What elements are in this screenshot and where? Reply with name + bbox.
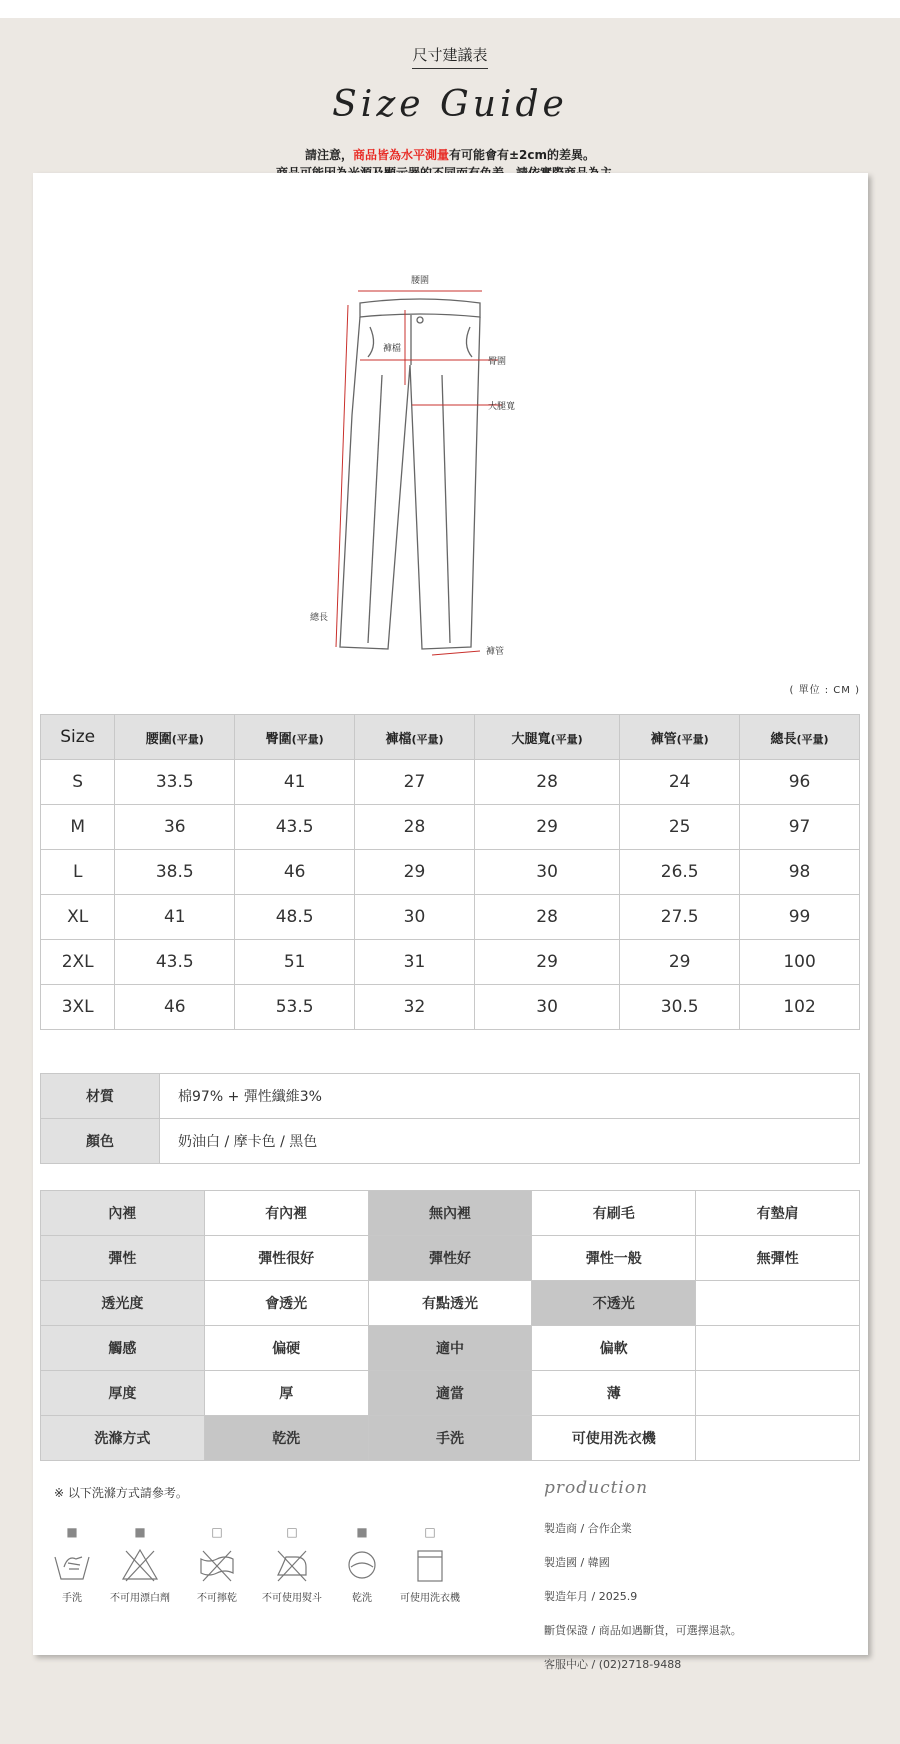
label-thigh: 大腿寬 xyxy=(488,402,516,412)
property-option: 有點透光 xyxy=(368,1281,532,1326)
checkbox-checked-icon: ■ xyxy=(66,1525,78,1539)
table-row xyxy=(41,940,860,985)
table-cell: 46 xyxy=(115,985,235,1030)
property-option-selected: 適中 xyxy=(368,1326,532,1371)
material-row xyxy=(41,1074,860,1119)
property-option xyxy=(696,1416,860,1461)
production-line: 製造商 / 合作企業 xyxy=(544,1522,632,1535)
property-option: 彈性很好 xyxy=(204,1236,368,1281)
care-label: 手洗 xyxy=(62,1593,82,1604)
dry-clean-icon xyxy=(342,1547,382,1583)
property-option: 有內裡 xyxy=(204,1191,368,1236)
property-row-sheerness xyxy=(41,1281,860,1326)
care-item-no-bleach xyxy=(100,1525,180,1604)
page-subtitle: 尺寸建議表 xyxy=(0,44,900,69)
property-option-selected: 不透光 xyxy=(532,1281,696,1326)
top-strip xyxy=(0,0,900,18)
table-cell: 28 xyxy=(474,895,619,940)
care-label: 不可擰乾 xyxy=(197,1593,237,1604)
table-row xyxy=(41,985,860,1030)
table-cell: 97 xyxy=(740,805,860,850)
table-cell: 30 xyxy=(474,985,619,1030)
table-cell: 41 xyxy=(235,760,355,805)
property-label: 厚度 xyxy=(41,1371,205,1416)
table-cell: L xyxy=(41,850,115,895)
production-line: 製造年月 / 2025.9 xyxy=(544,1590,638,1603)
table-cell: 36 xyxy=(115,805,235,850)
care-item-no-iron xyxy=(252,1525,332,1604)
page-title: Size Guide xyxy=(332,84,568,125)
table-cell: 30 xyxy=(474,850,619,895)
table-cell: 48.5 xyxy=(235,895,355,940)
property-option-selected: 無內裡 xyxy=(368,1191,532,1236)
table-cell: 30.5 xyxy=(620,985,740,1030)
property-option-selected: 乾洗 xyxy=(204,1416,368,1461)
material-label: 材質 xyxy=(41,1074,160,1119)
material-value: 棉97% + 彈性纖維3% xyxy=(160,1074,860,1119)
table-cell: 38.5 xyxy=(115,850,235,895)
table-row xyxy=(41,760,860,805)
property-label: 透光度 xyxy=(41,1281,205,1326)
property-option: 會透光 xyxy=(204,1281,368,1326)
table-cell: 41 xyxy=(115,895,235,940)
care-label: 可使用洗衣機 xyxy=(400,1593,460,1604)
table-cell: 99 xyxy=(740,895,860,940)
property-label: 洗滌方式 xyxy=(41,1416,205,1461)
property-row-lining xyxy=(41,1191,860,1236)
property-option: 無彈性 xyxy=(696,1236,860,1281)
table-cell: 102 xyxy=(740,985,860,1030)
no-bleach-icon xyxy=(120,1547,160,1583)
care-note: ※ 以下洗滌方式請參考。 xyxy=(54,1486,188,1500)
table-cell: 28 xyxy=(474,760,619,805)
table-cell: 98 xyxy=(740,850,860,895)
care-label: 乾洗 xyxy=(352,1593,372,1604)
property-option xyxy=(696,1281,860,1326)
checkbox-unchecked-icon: □ xyxy=(286,1525,298,1539)
header-thigh: 大腿寬(平量) xyxy=(474,715,619,760)
table-cell: 33.5 xyxy=(115,760,235,805)
care-item-machine-wash xyxy=(390,1525,470,1604)
table-row xyxy=(41,805,860,850)
property-option-selected: 適當 xyxy=(368,1371,532,1416)
property-option xyxy=(696,1326,860,1371)
table-cell: S xyxy=(41,760,115,805)
property-label: 內裡 xyxy=(41,1191,205,1236)
note-suffix: 有可能會有±2cm的差異。 xyxy=(449,148,596,162)
material-table xyxy=(40,1073,860,1164)
property-option xyxy=(696,1371,860,1416)
table-cell: 46 xyxy=(235,850,355,895)
production-line: 製造國 / 韓國 xyxy=(544,1556,610,1569)
table-cell: M xyxy=(41,805,115,850)
property-label: 觸感 xyxy=(41,1326,205,1371)
table-cell: 96 xyxy=(740,760,860,805)
property-option: 可使用洗衣機 xyxy=(532,1416,696,1461)
table-cell: 29 xyxy=(620,940,740,985)
property-option: 偏硬 xyxy=(204,1326,368,1371)
no-iron-icon xyxy=(272,1547,312,1583)
table-cell: 26.5 xyxy=(620,850,740,895)
note-highlight: 商品皆為水平測量 xyxy=(352,148,449,162)
table-cell: 28 xyxy=(355,805,475,850)
table-cell: 100 xyxy=(740,940,860,985)
table-cell: XL xyxy=(41,895,115,940)
table-row xyxy=(41,895,860,940)
property-option: 有刷毛 xyxy=(532,1191,696,1236)
size-table xyxy=(40,714,860,1030)
property-row-thickness xyxy=(41,1371,860,1416)
pants-diagram xyxy=(310,265,570,665)
property-option-selected: 手洗 xyxy=(368,1416,532,1461)
table-cell: 27.5 xyxy=(620,895,740,940)
color-row xyxy=(41,1119,860,1164)
table-cell: 43.5 xyxy=(115,940,235,985)
property-option: 厚 xyxy=(204,1371,368,1416)
checkbox-unchecked-icon: □ xyxy=(211,1525,223,1539)
header-size: Size xyxy=(41,715,115,760)
machine-wash-icon xyxy=(410,1547,450,1583)
property-option: 薄 xyxy=(532,1371,696,1416)
care-label: 不可使用熨斗 xyxy=(262,1593,322,1604)
table-cell: 43.5 xyxy=(235,805,355,850)
table-cell: 53.5 xyxy=(235,985,355,1030)
property-option: 偏軟 xyxy=(532,1326,696,1371)
production-line: 客服中心 / (02)2718-9488 xyxy=(544,1658,682,1671)
care-label: 不可用漂白劑 xyxy=(110,1593,170,1604)
table-cell: 25 xyxy=(620,805,740,850)
table-cell: 2XL xyxy=(41,940,115,985)
table-cell: 51 xyxy=(235,940,355,985)
header-length: 總長(平量) xyxy=(740,715,860,760)
no-wring-icon xyxy=(197,1547,237,1583)
unit-note: ( 單位 : CM ) xyxy=(789,685,860,696)
table-cell: 29 xyxy=(355,850,475,895)
table-cell: 3XL xyxy=(41,985,115,1030)
property-option: 彈性一般 xyxy=(532,1236,696,1281)
checkbox-checked-icon: ■ xyxy=(134,1525,146,1539)
property-option-selected: 彈性好 xyxy=(368,1236,532,1281)
header-hem: 褲管(平量) xyxy=(620,715,740,760)
property-row-washing xyxy=(41,1416,860,1461)
hand-wash-icon xyxy=(52,1547,92,1583)
property-table xyxy=(40,1190,860,1461)
checkbox-checked-icon: ■ xyxy=(356,1525,368,1539)
table-row xyxy=(41,850,860,895)
table-cell: 30 xyxy=(355,895,475,940)
header-waist: 腰圍(平量) xyxy=(115,715,235,760)
production-title: production xyxy=(544,1478,649,1498)
property-label: 彈性 xyxy=(41,1236,205,1281)
label-rise: 褲檔 xyxy=(382,344,402,354)
size-table-header xyxy=(41,715,860,760)
care-item-no-wring xyxy=(177,1525,257,1604)
label-hem: 褲管 xyxy=(486,647,505,657)
table-cell: 24 xyxy=(620,760,740,805)
note-prefix: 請注意， xyxy=(304,148,353,162)
header-hip: 臀圍(平量) xyxy=(235,715,355,760)
header-rise: 褲檔(平量) xyxy=(355,715,475,760)
table-cell: 32 xyxy=(355,985,475,1030)
color-value: 奶油白 / 摩卡色 / 黑色 xyxy=(160,1119,860,1164)
property-option: 有墊肩 xyxy=(696,1191,860,1236)
production-line: 斷貨保證 / 商品如遇斷貨，可選擇退款。 xyxy=(544,1624,742,1637)
color-label: 顏色 xyxy=(41,1119,160,1164)
table-cell: 29 xyxy=(474,805,619,850)
label-length: 總長 xyxy=(310,613,329,623)
label-waist: 腰圍 xyxy=(410,276,430,286)
checkbox-unchecked-icon: □ xyxy=(424,1525,436,1539)
table-cell: 29 xyxy=(474,940,619,985)
label-hip: 臀圍 xyxy=(488,357,507,367)
table-cell: 31 xyxy=(355,940,475,985)
property-row-texture xyxy=(41,1326,860,1371)
property-row-elasticity xyxy=(41,1236,860,1281)
table-cell: 27 xyxy=(355,760,475,805)
